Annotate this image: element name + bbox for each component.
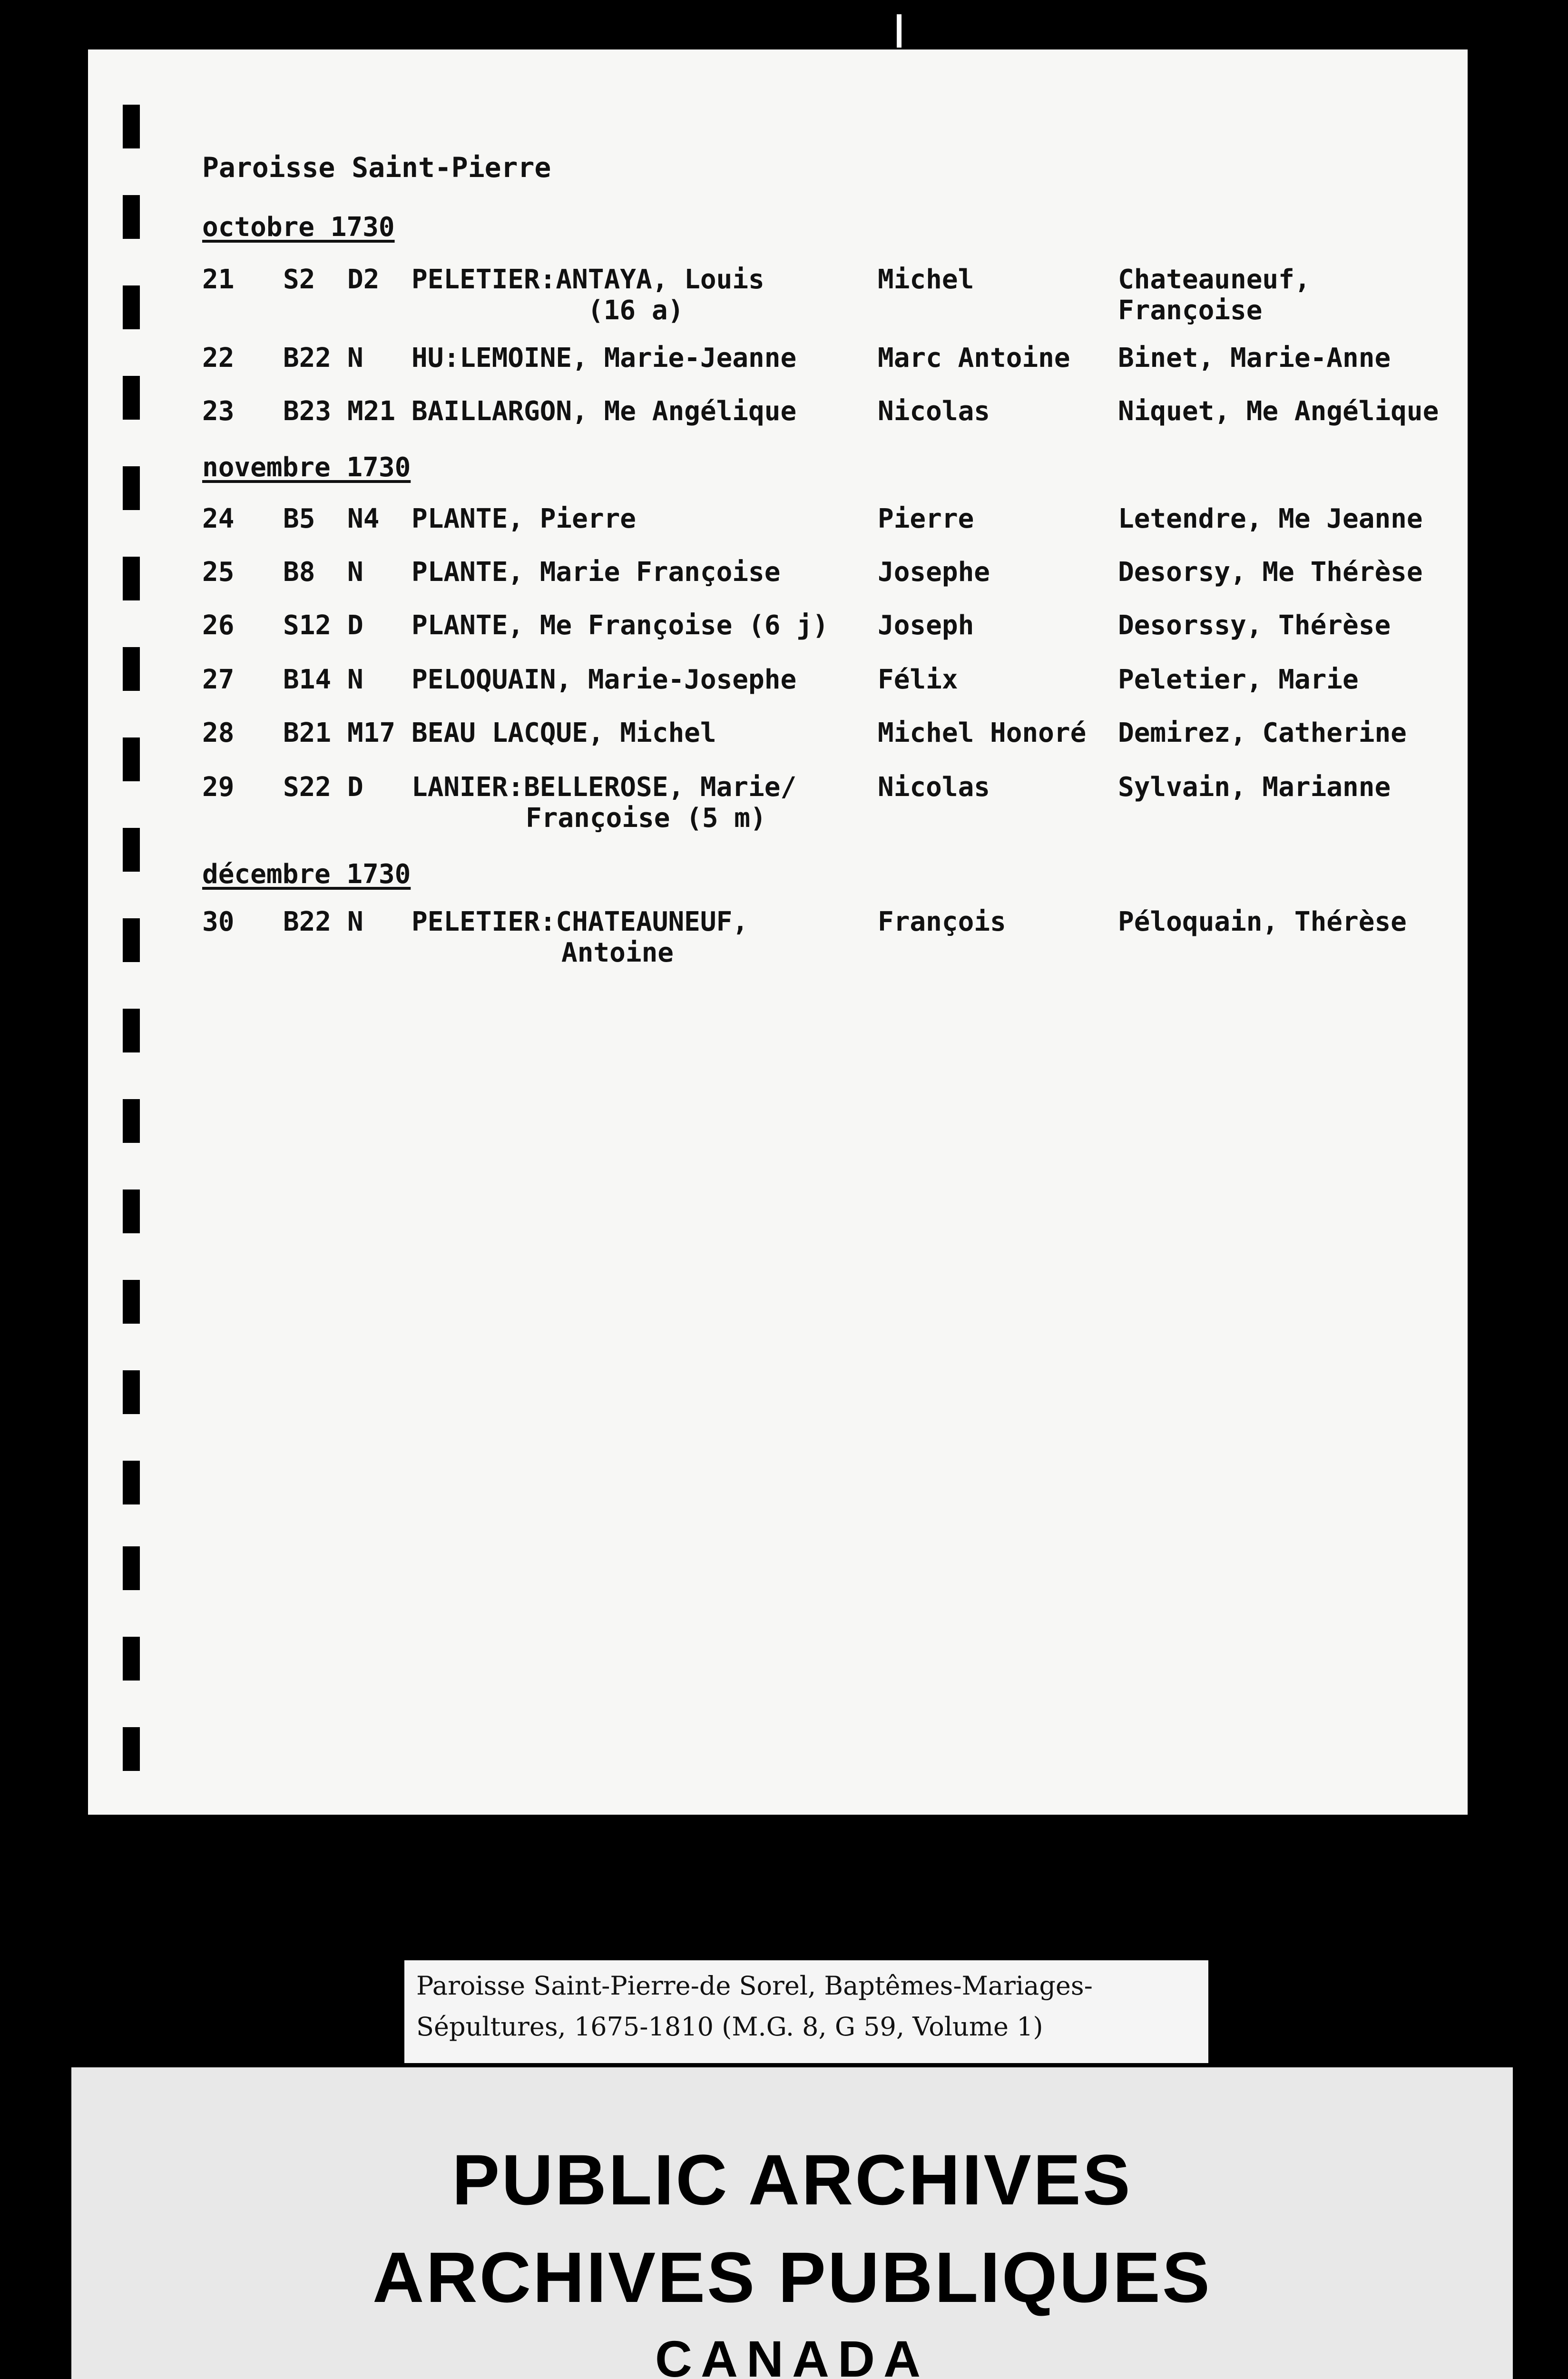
entry-number: 25 [202, 557, 235, 588]
entry-number: 26 [202, 610, 235, 641]
film-registration-mark [123, 376, 140, 420]
entry-name: PELETIER:ANTAYA, Louis (16 a) [412, 264, 764, 326]
month-heading: octobre 1730 [202, 212, 395, 243]
entry-father: Nicolas [878, 772, 990, 803]
entry-name: HU:LEMOINE, Marie-Jeanne [412, 343, 797, 374]
film-registration-mark [123, 1637, 140, 1681]
film-registration-mark [123, 1546, 140, 1590]
banner-line-english: PUBLIC ARCHIVES [452, 2140, 1132, 2220]
film-registration-mark [123, 647, 140, 691]
film-registration-mark [123, 1461, 140, 1504]
entry-act-code: S22 [283, 772, 332, 803]
entry-name: BEAU LACQUE, Michel [412, 718, 716, 748]
entry-number: 24 [202, 503, 235, 534]
entry-name: PELOQUAIN, Marie-Josephe [412, 664, 797, 695]
entry-father: Marc Antoine [878, 343, 1070, 374]
entry-name: PLANTE, Marie Françoise [412, 557, 781, 588]
entry-status-code: D [347, 772, 363, 803]
entry-father: Pierre [878, 503, 974, 534]
entry-act-code: B14 [283, 664, 332, 695]
entry-status-code: N [347, 557, 363, 588]
entry-status-code: N [347, 906, 363, 937]
entry-act-code: B22 [283, 343, 332, 374]
entry-number: 22 [202, 343, 235, 374]
entry-mother: Desorsy, Me Thérèse [1118, 557, 1423, 588]
entry-mother: Letendre, Me Jeanne [1118, 503, 1423, 534]
entry-act-code: B23 [283, 396, 332, 427]
month-heading: décembre 1730 [202, 859, 411, 890]
entry-father: Joseph [878, 610, 974, 641]
entry-status-code: M17 [347, 718, 396, 748]
entry-number: 30 [202, 906, 235, 937]
parish-title: Paroisse Saint-Pierre [202, 151, 551, 184]
entry-status-code: N4 [347, 503, 380, 534]
entry-mother: Binet, Marie-Anne [1118, 343, 1391, 374]
entry-name: LANIER:BELLEROSE, Marie/ Françoise (5 m) [412, 772, 797, 834]
entry-act-code: S2 [283, 264, 315, 295]
film-registration-mark [123, 285, 140, 329]
month-heading: novembre 1730 [202, 452, 411, 483]
entry-mother: Demirez, Catherine [1118, 718, 1407, 748]
entry-act-code: B22 [283, 906, 332, 937]
entry-mother: Péloquain, Thérèse [1118, 906, 1407, 937]
entry-father: François [878, 906, 1006, 937]
film-registration-mark [123, 1727, 140, 1771]
film-top-mark [897, 14, 902, 48]
film-registration-mark [123, 195, 140, 239]
entry-mother: Sylvain, Marianne [1118, 772, 1391, 803]
entry-name: PLANTE, Pierre [412, 503, 637, 534]
entry-father: Nicolas [878, 396, 990, 427]
film-registration-mark [123, 1099, 140, 1143]
entry-status-code: M21 [347, 396, 396, 427]
entry-status-code: N [347, 664, 363, 695]
entry-mother: Chateauneuf, Françoise [1118, 264, 1311, 326]
entry-status-code: D2 [347, 264, 380, 295]
film-registration-mark [123, 1370, 140, 1414]
film-registration-mark [123, 557, 140, 600]
film-registration-mark [123, 466, 140, 510]
entry-status-code: D [347, 610, 363, 641]
entry-mother: Niquet, Me Angélique [1118, 396, 1439, 427]
film-registration-mark [123, 828, 140, 872]
entry-father: Josephe [878, 557, 990, 588]
entry-mother: Desorssy, Thérèse [1118, 610, 1391, 641]
entry-number: 27 [202, 664, 235, 695]
entry-number: 23 [202, 396, 235, 427]
entry-name: PLANTE, Me Françoise (6 j) [412, 610, 829, 641]
entry-father: Michel Honoré [878, 718, 1087, 748]
archives-banner [71, 2067, 1513, 2379]
film-registration-mark [123, 105, 140, 148]
film-registration-mark [123, 1009, 140, 1052]
entry-name: BAILLARGON, Me Angélique [412, 396, 797, 427]
film-registration-mark [123, 737, 140, 781]
film-registration-mark [123, 1280, 140, 1324]
entry-act-code: B8 [283, 557, 315, 588]
source-label-line: Sépultures, 1675-1810 (M.G. 8, G 59, Volume 1) [416, 2012, 1043, 2042]
banner-line-french: ARCHIVES PUBLIQUES [372, 2237, 1212, 2317]
entry-name: PELETIER:CHATEAUNEUF, Antoine [412, 906, 749, 968]
film-registration-mark [123, 1190, 140, 1233]
entry-number: 28 [202, 718, 235, 748]
entry-status-code: N [347, 343, 363, 374]
entry-act-code: B21 [283, 718, 332, 748]
source-label [404, 1960, 1208, 2063]
entry-mother: Peletier, Marie [1118, 664, 1359, 695]
entry-father: Michel [878, 264, 974, 295]
entry-act-code: S12 [283, 610, 332, 641]
source-label-line: Paroisse Saint-Pierre-de Sorel, Baptêmes-Mariages- [416, 1971, 1093, 2001]
film-registration-mark [123, 918, 140, 962]
entry-act-code: B5 [283, 503, 315, 534]
entry-number: 29 [202, 772, 235, 803]
banner-line-country: CANADA [655, 2330, 929, 2379]
entry-father: Félix [878, 664, 958, 695]
entry-number: 21 [202, 264, 235, 295]
